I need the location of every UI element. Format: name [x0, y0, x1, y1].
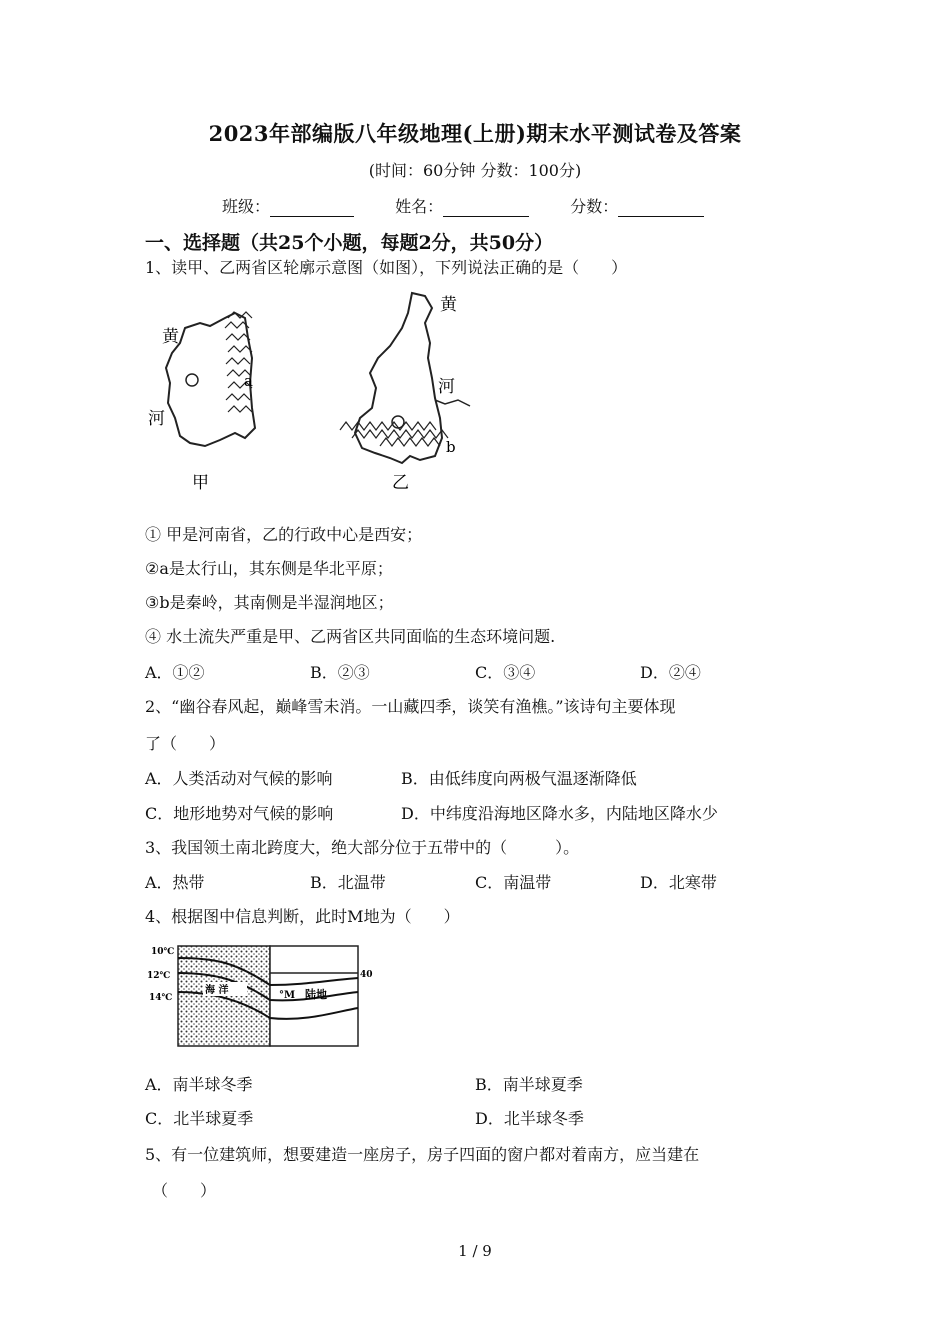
map-jia-label-a: a — [244, 372, 253, 390]
q2-stem-line2: 了（ ） — [145, 734, 226, 753]
map-yi-label-huang: 黄 — [440, 295, 457, 315]
map-yi-river-branch — [435, 400, 470, 406]
q4-option-c[interactable]: C．北半球夏季 — [145, 1109, 254, 1128]
q1-option-c[interactable]: C．③④ — [475, 663, 536, 682]
map-yi-label-he: 河 — [438, 377, 455, 397]
q1-statement-4: ④ 水土流失严重是甲、乙两省区共同面临的生态环境问题. — [145, 627, 556, 646]
class-label: 班级： — [222, 197, 271, 216]
q2-option-b[interactable]: B．由低纬度向两极气温逐渐降低 — [401, 769, 637, 788]
point-m-label: °M — [279, 990, 296, 1001]
q3-option-b[interactable]: B．北温带 — [310, 873, 386, 892]
q5-stem-line1: 5、有一位建筑师，想要建造一座房子，房子四面的窗户都对着南方，应当建在 — [145, 1145, 700, 1164]
q5-stem-line2: （ ） — [152, 1181, 217, 1200]
map-jia-mountains — [225, 312, 252, 412]
page-title: 2023年部编版八年级地理(上册)期末水平测试卷及答案 — [208, 121, 742, 146]
section-heading: 一、选择题（共25个小题，每题2分，共50分） — [145, 232, 554, 254]
q1-option-b[interactable]: B．②③ — [310, 663, 370, 682]
q1-statement-1: ① 甲是河南省，乙的行政中心是西安； — [145, 525, 423, 544]
student-info-fields — [222, 194, 704, 217]
q2-stem-line1: 2、“幽谷春风起，巅峰雪未消。一山藏四季，谈笑有渔樵。”该诗句主要体现 — [145, 697, 676, 716]
q1-statement-2: ②a是太行山，其东侧是华北平原； — [145, 559, 393, 578]
name-label: 姓名： — [395, 197, 444, 216]
name-blank[interactable] — [443, 200, 529, 217]
map-yi-label-b: b — [446, 438, 456, 456]
score-label: 分数： — [570, 197, 619, 216]
q3-option-c[interactable]: C．南温带 — [475, 873, 552, 892]
q1-province-maps — [140, 288, 490, 498]
map-jia-capital — [186, 374, 198, 386]
map-jia-outline — [166, 313, 255, 446]
exam-time-score: (时间：60分钟 分数：100分) — [368, 161, 582, 180]
ocean-label: 海 洋 — [205, 985, 229, 996]
latitude-label: 40 — [360, 970, 373, 980]
q1-option-d[interactable]: D．②④ — [640, 663, 701, 682]
q4-stem: 4、根据图中信息判断，此时M地为（ ） — [145, 907, 460, 926]
q3-option-d[interactable]: D．北寒带 — [640, 873, 717, 892]
q2-option-d[interactable]: D．中纬度沿海地区降水多，内陆地区降水少 — [401, 804, 718, 823]
land-label: 陆地 — [305, 988, 327, 1001]
map-jia-label-he: 河 — [148, 409, 165, 429]
q3-stem: 3、我国领土南北跨度大，绝大部分位于五带中的（ ）。 — [145, 838, 580, 857]
q1-stem: 1、读甲、乙两省区轮廓示意图（如图），下列说法正确的是（ ） — [145, 258, 628, 277]
map-jia-caption: 甲 — [192, 473, 209, 493]
isotherm-label-10: 10℃ — [151, 947, 175, 957]
q4-isotherm-figure — [145, 940, 375, 1050]
map-yi-outline — [355, 293, 442, 463]
isotherm-label-14: 14℃ — [149, 993, 173, 1003]
q2-option-a[interactable]: A．人类活动对气候的影响 — [145, 769, 333, 788]
q2-option-c[interactable]: C．地形地势对气候的影响 — [145, 804, 334, 823]
page-number: 1 / 9 — [458, 1242, 492, 1260]
q4-option-a[interactable]: A．南半球冬季 — [145, 1075, 253, 1094]
score-blank[interactable] — [618, 200, 704, 217]
class-blank[interactable] — [270, 200, 354, 217]
isotherm-label-12: 12℃ — [147, 971, 171, 981]
q1-statement-3: ③b是秦岭，其南侧是半湿润地区； — [145, 593, 394, 612]
q1-option-a[interactable]: A．①② — [145, 663, 205, 682]
map-yi-caption: 乙 — [392, 473, 409, 493]
q4-option-b[interactable]: B．南半球夏季 — [475, 1075, 583, 1094]
map-jia-label-huang: 黄 — [162, 327, 179, 347]
q4-option-d[interactable]: D．北半球冬季 — [475, 1109, 584, 1128]
q3-option-a[interactable]: A．热带 — [145, 873, 205, 892]
